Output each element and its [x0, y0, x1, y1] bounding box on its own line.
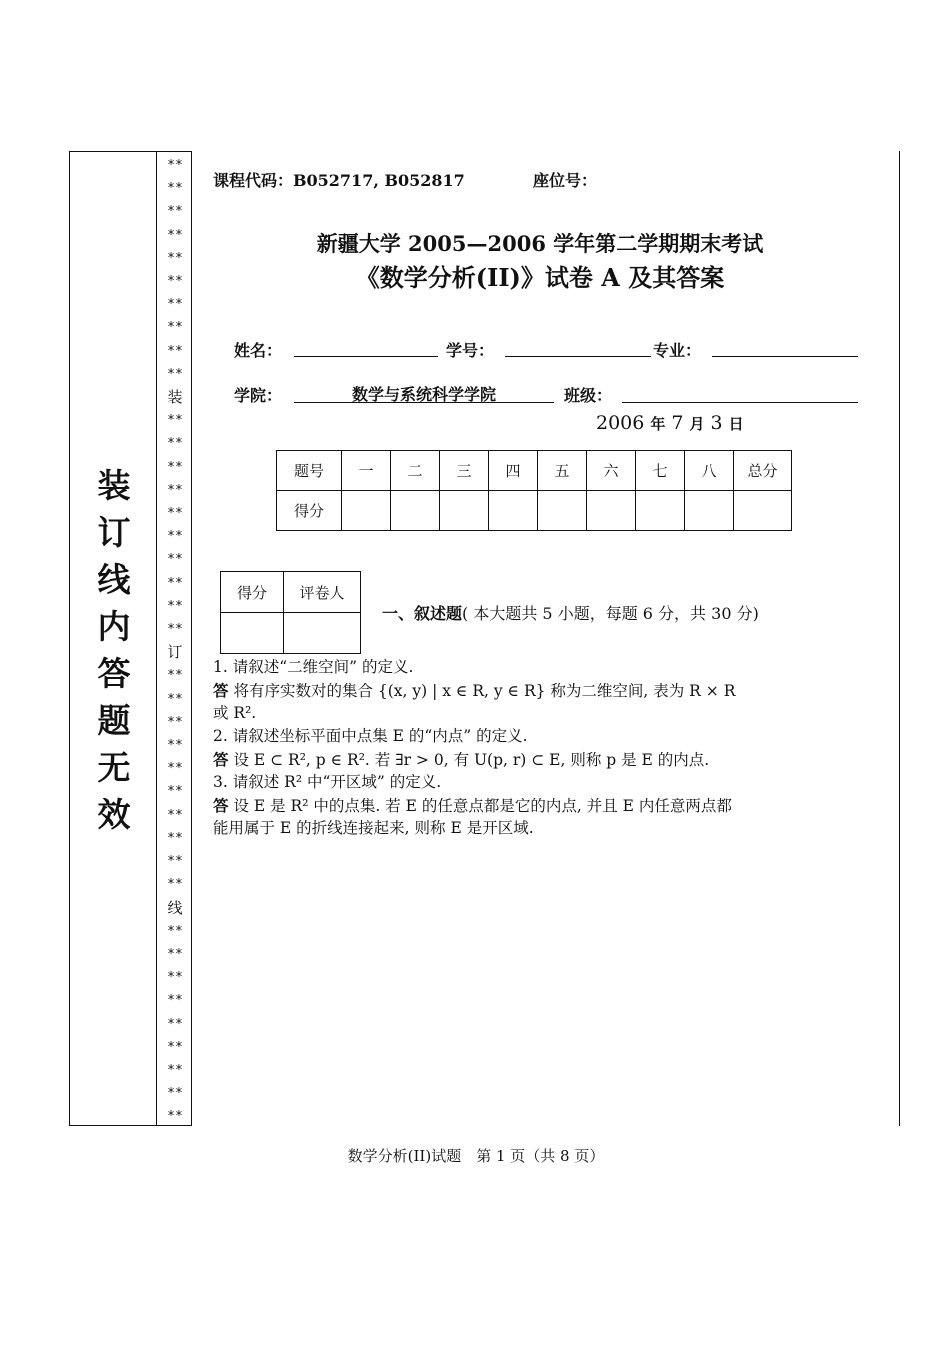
table-row	[221, 572, 361, 613]
score-table	[276, 450, 792, 531]
strip-mark: **	[167, 691, 183, 707]
strip-mark: **	[167, 529, 183, 545]
question-2: 2. 请叙述坐标平面中点集 E 的“内点” 的定义.	[213, 727, 528, 745]
strip-mark: **	[167, 506, 183, 522]
right-margin-rule	[899, 151, 900, 1126]
strip-mark: **	[167, 946, 183, 962]
table-row	[277, 491, 792, 531]
strip-mark: **	[167, 343, 183, 359]
score-cell[interactable]	[391, 491, 440, 531]
row-header-score: 得分	[277, 491, 342, 531]
exam-date	[596, 412, 750, 434]
answer-text: 设 E ⊂ R², p ∈ R². 若 ∃r > 0, 有 U(p, r) ⊂ E, 则称 p 是 E 的内点.	[233, 751, 710, 769]
strip-mark: **	[167, 993, 183, 1009]
answer-marker: 答	[213, 750, 229, 769]
strip-mark: 线	[167, 898, 183, 917]
strip-mark: **	[167, 668, 183, 684]
answer-2	[213, 748, 875, 772]
table-row	[221, 613, 361, 654]
binding-strip-divider	[156, 151, 157, 1126]
college-value: 数学与系统科学学院	[351, 385, 496, 404]
college-label: 学院：	[234, 386, 283, 405]
binding-notice	[86, 462, 142, 838]
date-day: 3	[710, 412, 723, 434]
course-code: 课程代码：B052717, B052817	[213, 171, 465, 190]
binding-char: 订	[97, 513, 131, 552]
date-month-unit: 月	[689, 415, 705, 433]
column-header: 四	[489, 451, 538, 491]
question-1: 1. 请叙述“二维空间” 的定义.	[213, 658, 414, 676]
question-3: 3. 请叙述 R² 中“开区域” 的定义.	[213, 773, 442, 791]
strip-mark: **	[167, 1109, 183, 1125]
strip-mark: 装	[167, 388, 183, 407]
strip-mark: **	[167, 413, 183, 429]
strip-mark: **	[167, 877, 183, 893]
score-cell[interactable]	[538, 491, 587, 531]
column-header: 一	[342, 451, 391, 491]
score-cell[interactable]	[636, 491, 685, 531]
section-heading	[382, 601, 759, 624]
answer-text: 设 E 是 R² 中的点集. 若 E 的任意点都是它的内点, 并且 E 内任意两点都	[233, 797, 732, 815]
class-field[interactable]	[622, 402, 858, 403]
section-title: 一、叙述题	[382, 604, 463, 623]
strip-mark: **	[167, 1062, 183, 1078]
score-cell[interactable]	[587, 491, 636, 531]
strip-mark: **	[167, 1086, 183, 1102]
strip-mark: **	[167, 761, 183, 777]
score-cell-total[interactable]	[734, 491, 792, 531]
column-header: 三	[440, 451, 489, 491]
answer-marker: 答	[213, 796, 229, 815]
binding-char: 装	[97, 466, 131, 505]
column-header: 二	[391, 451, 440, 491]
strip-mark: **	[167, 598, 183, 614]
strip-mark: **	[167, 854, 183, 870]
strip-mark: **	[167, 784, 183, 800]
strip-mark: **	[167, 250, 183, 266]
binding-asterisk-strip	[160, 154, 190, 1129]
strip-mark: **	[167, 714, 183, 730]
strip-mark: **	[167, 807, 183, 823]
page-footer: 数学分析(II)试题 第 1 页（共 8 页）	[347, 1147, 605, 1165]
strip-mark: **	[167, 738, 183, 754]
name-label: 姓名：	[234, 341, 283, 360]
column-header: 六	[587, 451, 636, 491]
major-label: 专业：	[653, 341, 702, 360]
column-header: 五	[538, 451, 587, 491]
answer-3	[213, 794, 875, 818]
strip-mark: **	[167, 1039, 183, 1055]
grader-score-header: 得分	[221, 572, 284, 613]
exam-title: 新疆大学 2005—2006 学年第二学期期末考试	[316, 231, 764, 256]
answer-1-continued: 或 R².	[213, 704, 257, 722]
strip-mark: **	[167, 227, 183, 243]
score-cell[interactable]	[342, 491, 391, 531]
strip-mark: **	[167, 158, 183, 173]
binding-char: 效	[97, 795, 131, 834]
college-field[interactable]	[294, 402, 554, 403]
grader-table	[220, 571, 361, 654]
exam-subtitle: 《数学分析(II)》试卷 A 及其答案	[355, 263, 725, 292]
column-header: 八	[685, 451, 734, 491]
class-label: 班级：	[564, 386, 613, 405]
grader-name-cell[interactable]	[284, 613, 361, 654]
strip-mark: **	[167, 436, 183, 452]
strip-mark: **	[167, 482, 183, 498]
strip-mark: **	[167, 204, 183, 220]
answer-3-continued: 能用属于 E 的折线连接起来, 则称 E 是开区域.	[213, 819, 534, 837]
student-id-label: 学号：	[446, 341, 495, 360]
strip-mark: **	[167, 274, 183, 290]
answer-text: 将有序实数对的集合 {(x, y) | x ∈ R, y ∈ R} 称为二维空间, 表为 R × R	[233, 682, 736, 700]
strip-mark: **	[167, 459, 183, 475]
column-header: 七	[636, 451, 685, 491]
score-cell[interactable]	[440, 491, 489, 531]
binding-char: 线	[97, 560, 131, 599]
date-day-unit: 日	[728, 415, 744, 433]
strip-mark: **	[167, 830, 183, 846]
answer-1	[213, 679, 875, 703]
strip-mark: **	[167, 297, 183, 313]
student-id-field[interactable]	[505, 356, 651, 357]
column-header-total: 总分	[734, 451, 792, 491]
major-field[interactable]	[712, 356, 858, 357]
date-year: 2006	[596, 412, 645, 434]
score-cell[interactable]	[685, 491, 734, 531]
binding-char: 内	[97, 607, 131, 646]
strip-mark: **	[167, 320, 183, 336]
date-year-unit: 年	[650, 415, 666, 433]
name-field[interactable]	[294, 356, 438, 357]
grader-score-cell[interactable]	[221, 613, 284, 654]
strip-mark: **	[167, 923, 183, 939]
strip-mark: **	[167, 575, 183, 591]
strip-mark: **	[167, 552, 183, 568]
row-header-question-number: 题号	[277, 451, 342, 491]
strip-mark: **	[167, 181, 183, 197]
binding-char: 无	[97, 748, 131, 787]
score-cell[interactable]	[489, 491, 538, 531]
table-row	[277, 451, 792, 491]
seat-number-label: 座位号：	[533, 171, 598, 190]
section-description: ( 本大题共 5 小题，每题 6 分，共 30 分)	[462, 604, 759, 623]
date-month: 7	[671, 412, 684, 434]
grader-name-header: 评卷人	[284, 572, 361, 613]
strip-mark: **	[167, 622, 183, 638]
strip-mark: **	[167, 366, 183, 382]
strip-mark: 订	[167, 643, 183, 662]
binding-char: 答	[97, 654, 131, 693]
strip-mark: **	[167, 970, 183, 986]
strip-mark: **	[167, 1016, 183, 1032]
answer-marker: 答	[213, 681, 229, 700]
binding-char: 题	[97, 701, 131, 740]
